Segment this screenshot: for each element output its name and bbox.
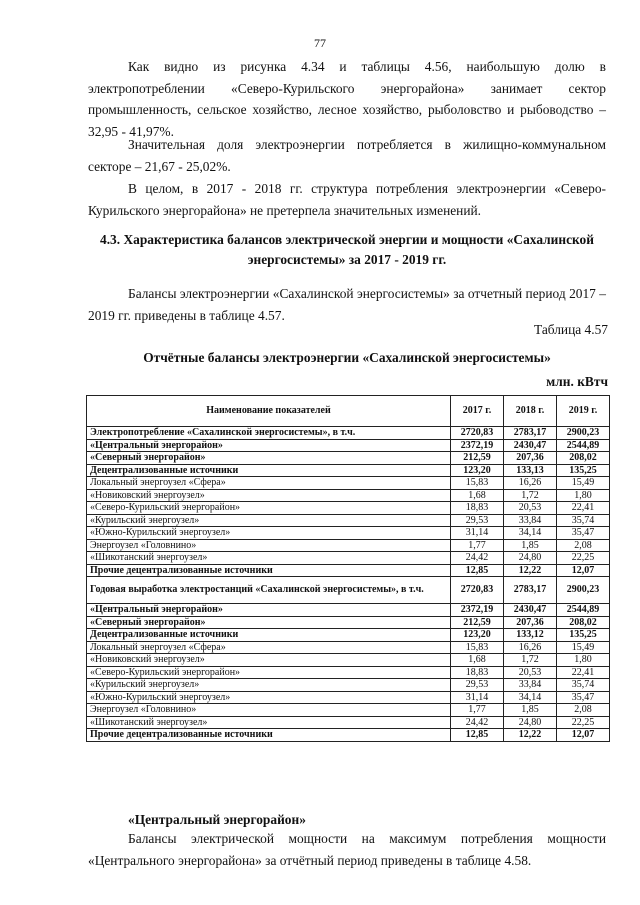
header-indicator: Наименование показателей xyxy=(87,396,451,427)
row-value: 2783,17 xyxy=(504,427,557,440)
row-name: «Новиковский энергоузел» xyxy=(87,489,451,502)
row-value: 2783,17 xyxy=(504,577,557,604)
row-value: 1,72 xyxy=(504,654,557,667)
row-value: 20,53 xyxy=(504,666,557,679)
row-value: 2372,19 xyxy=(451,604,504,617)
row-name: Децентрализованные источники xyxy=(87,629,451,642)
row-value: 34,14 xyxy=(504,527,557,540)
row-value: 31,14 xyxy=(451,527,504,540)
header-2019: 2019 г. xyxy=(557,396,610,427)
page-number: 77 xyxy=(314,36,326,50)
table-row xyxy=(87,464,610,477)
row-name: «Южно-Курильский энергоузел» xyxy=(87,527,451,540)
row-value: 1,85 xyxy=(504,539,557,552)
row-value: 123,20 xyxy=(451,629,504,642)
row-value: 12,07 xyxy=(557,564,610,577)
row-value: 12,22 xyxy=(504,564,557,577)
row-value: 2720,83 xyxy=(451,427,504,440)
table-row xyxy=(87,527,610,540)
table-row xyxy=(87,629,610,642)
row-name: Энергоузел «Головнино» xyxy=(87,704,451,717)
row-value: 1,68 xyxy=(451,489,504,502)
row-value: 133,13 xyxy=(504,464,557,477)
table-title: Отчётные балансы электроэнергии «Сахалинской энергосистемы» xyxy=(143,350,551,365)
row-value: 135,25 xyxy=(557,629,610,642)
table-row xyxy=(87,514,610,527)
row-name: Электропотребление «Сахалинской энергосистемы», в т.ч. xyxy=(87,427,451,440)
row-value: 18,83 xyxy=(451,502,504,515)
row-name: «Южно-Курильский энергоузел» xyxy=(87,691,451,704)
row-name: «Курильский энергоузел» xyxy=(87,514,451,527)
row-value: 22,25 xyxy=(557,552,610,565)
row-value: 1,85 xyxy=(504,704,557,717)
table-row xyxy=(87,439,610,452)
row-value: 123,20 xyxy=(451,464,504,477)
row-value: 12,85 xyxy=(451,564,504,577)
table-row xyxy=(87,716,610,729)
row-value: 1,77 xyxy=(451,539,504,552)
table-body xyxy=(87,427,610,742)
row-value: 35,47 xyxy=(557,691,610,704)
row-value: 2372,19 xyxy=(451,439,504,452)
row-value: 35,74 xyxy=(557,679,610,692)
row-value: 29,53 xyxy=(451,514,504,527)
paragraph-intro: Как видно из рисунка 4.34 и таблицы 4.56, наибольшую долю в электропотреблении «Северо-Курильского энергорайона» занимает сектор промышленность, сельское хозяйство, лесное хозяйство, рыболовство и рыбоводство – 32,95 - 41,97%. xyxy=(88,59,606,139)
row-value: 22,41 xyxy=(557,666,610,679)
row-value: 1,77 xyxy=(451,704,504,717)
header-2018: 2018 г. xyxy=(504,396,557,427)
table-row xyxy=(87,539,610,552)
row-value: 135,25 xyxy=(557,464,610,477)
paragraph-summary: В целом, в 2017 - 2018 гг. структура потребления электроэнергии «Северо-Курильского энергорайона» не претерпела значительных изменений. xyxy=(88,181,606,218)
row-value: 208,02 xyxy=(557,616,610,629)
header-2017: 2017 г. xyxy=(451,396,504,427)
row-name: «Северный энергорайон» xyxy=(87,616,451,629)
row-value: 31,14 xyxy=(451,691,504,704)
row-value: 33,84 xyxy=(504,679,557,692)
row-value: 207,36 xyxy=(504,616,557,629)
table-row xyxy=(87,577,610,604)
row-name: «Шикотанский энергоузел» xyxy=(87,716,451,729)
row-value: 208,02 xyxy=(557,452,610,465)
paragraph-table-ref: Балансы электроэнергии «Сахалинской энергосистемы» за отчетный период 2017 – 2019 гг. приведены в таблице 4.57. xyxy=(88,286,606,323)
row-value: 2430,47 xyxy=(504,439,557,452)
table-label: Таблица 4.57 xyxy=(533,322,608,337)
row-value: 15,49 xyxy=(557,641,610,654)
table-row xyxy=(87,552,610,565)
row-value: 15,83 xyxy=(451,477,504,490)
row-value: 1,68 xyxy=(451,654,504,667)
row-name: «Новиковский энергоузел» xyxy=(87,654,451,667)
row-name: Прочие децентрализованные источники xyxy=(87,729,451,742)
row-value: 20,53 xyxy=(504,502,557,515)
row-value: 2430,47 xyxy=(504,604,557,617)
table-row xyxy=(87,502,610,515)
row-value: 34,14 xyxy=(504,691,557,704)
row-name: «Центральный энергорайон» xyxy=(87,439,451,452)
row-value: 12,07 xyxy=(557,729,610,742)
row-value: 15,83 xyxy=(451,641,504,654)
row-name: Энергоузел «Головнино» xyxy=(87,539,451,552)
row-value: 133,12 xyxy=(504,629,557,642)
table-row xyxy=(87,729,610,742)
row-value: 24,42 xyxy=(451,716,504,729)
row-value: 24,42 xyxy=(451,552,504,565)
table-row xyxy=(87,427,610,440)
row-value: 15,49 xyxy=(557,477,610,490)
table-row xyxy=(87,616,610,629)
row-name: Децентрализованные источники xyxy=(87,464,451,477)
table-row xyxy=(87,666,610,679)
row-value: 35,74 xyxy=(557,514,610,527)
row-name: Годовая выработка электростанций «Сахалинской энергосистемы», в т.ч. xyxy=(87,577,451,604)
row-value: 22,25 xyxy=(557,716,610,729)
row-name: «Центральный энергорайон» xyxy=(87,604,451,617)
row-name: «Северо-Курильский энергорайон» xyxy=(87,502,451,515)
row-value: 24,80 xyxy=(504,552,557,565)
table-row xyxy=(87,452,610,465)
section-heading: 4.3. Характеристика балансов электрической энергии и мощности «Сахалинской энергосистемы» за 2017 - 2019 гг. xyxy=(100,232,594,267)
row-value: 2544,89 xyxy=(557,439,610,452)
row-name: «Курильский энергоузел» xyxy=(87,679,451,692)
row-value: 1,80 xyxy=(557,654,610,667)
row-value: 22,41 xyxy=(557,502,610,515)
row-value: 12,22 xyxy=(504,729,557,742)
row-name: «Северный энергорайон» xyxy=(87,452,451,465)
paragraph-housing: Значительная доля электроэнергии потребляется в жилищно-коммунальном секторе – 21,67 - 25,02%. xyxy=(88,137,606,174)
row-value: 35,47 xyxy=(557,527,610,540)
paragraph-next-table: Балансы электрической мощности на максимум потребления мощности «Центрального энергорайона» за отчётный период приведены в таблице 4.58. xyxy=(88,831,606,868)
table-header-row xyxy=(87,396,610,427)
row-value: 18,83 xyxy=(451,666,504,679)
table-row xyxy=(87,654,610,667)
row-value: 2544,89 xyxy=(557,604,610,617)
row-value: 1,72 xyxy=(504,489,557,502)
row-name: Локальный энергоузел «Сфера» xyxy=(87,641,451,654)
row-value: 16,26 xyxy=(504,477,557,490)
row-name: «Северо-Курильский энергорайон» xyxy=(87,666,451,679)
row-value: 207,36 xyxy=(504,452,557,465)
row-value: 2900,23 xyxy=(557,577,610,604)
table-row xyxy=(87,564,610,577)
row-value: 212,59 xyxy=(451,452,504,465)
table-row xyxy=(87,704,610,717)
row-value: 2,08 xyxy=(557,539,610,552)
balance-table xyxy=(86,395,610,742)
table-row xyxy=(87,691,610,704)
row-name: Прочие децентрализованные источники xyxy=(87,564,451,577)
row-value: 29,53 xyxy=(451,679,504,692)
table-row xyxy=(87,604,610,617)
table-row xyxy=(87,641,610,654)
row-name: Локальный энергоузел «Сфера» xyxy=(87,477,451,490)
table-unit: млн. кВтч xyxy=(546,374,608,389)
table-row xyxy=(87,477,610,490)
row-value: 33,84 xyxy=(504,514,557,527)
row-value: 2720,83 xyxy=(451,577,504,604)
row-value: 2900,23 xyxy=(557,427,610,440)
row-value: 24,80 xyxy=(504,716,557,729)
row-value: 16,26 xyxy=(504,641,557,654)
row-name: «Шикотанский энергоузел» xyxy=(87,552,451,565)
row-value: 2,08 xyxy=(557,704,610,717)
row-value: 12,85 xyxy=(451,729,504,742)
table-row xyxy=(87,489,610,502)
row-value: 212,59 xyxy=(451,616,504,629)
row-value: 1,80 xyxy=(557,489,610,502)
subheading-central: «Центральный энергорайон» xyxy=(128,812,306,827)
table-row xyxy=(87,679,610,692)
